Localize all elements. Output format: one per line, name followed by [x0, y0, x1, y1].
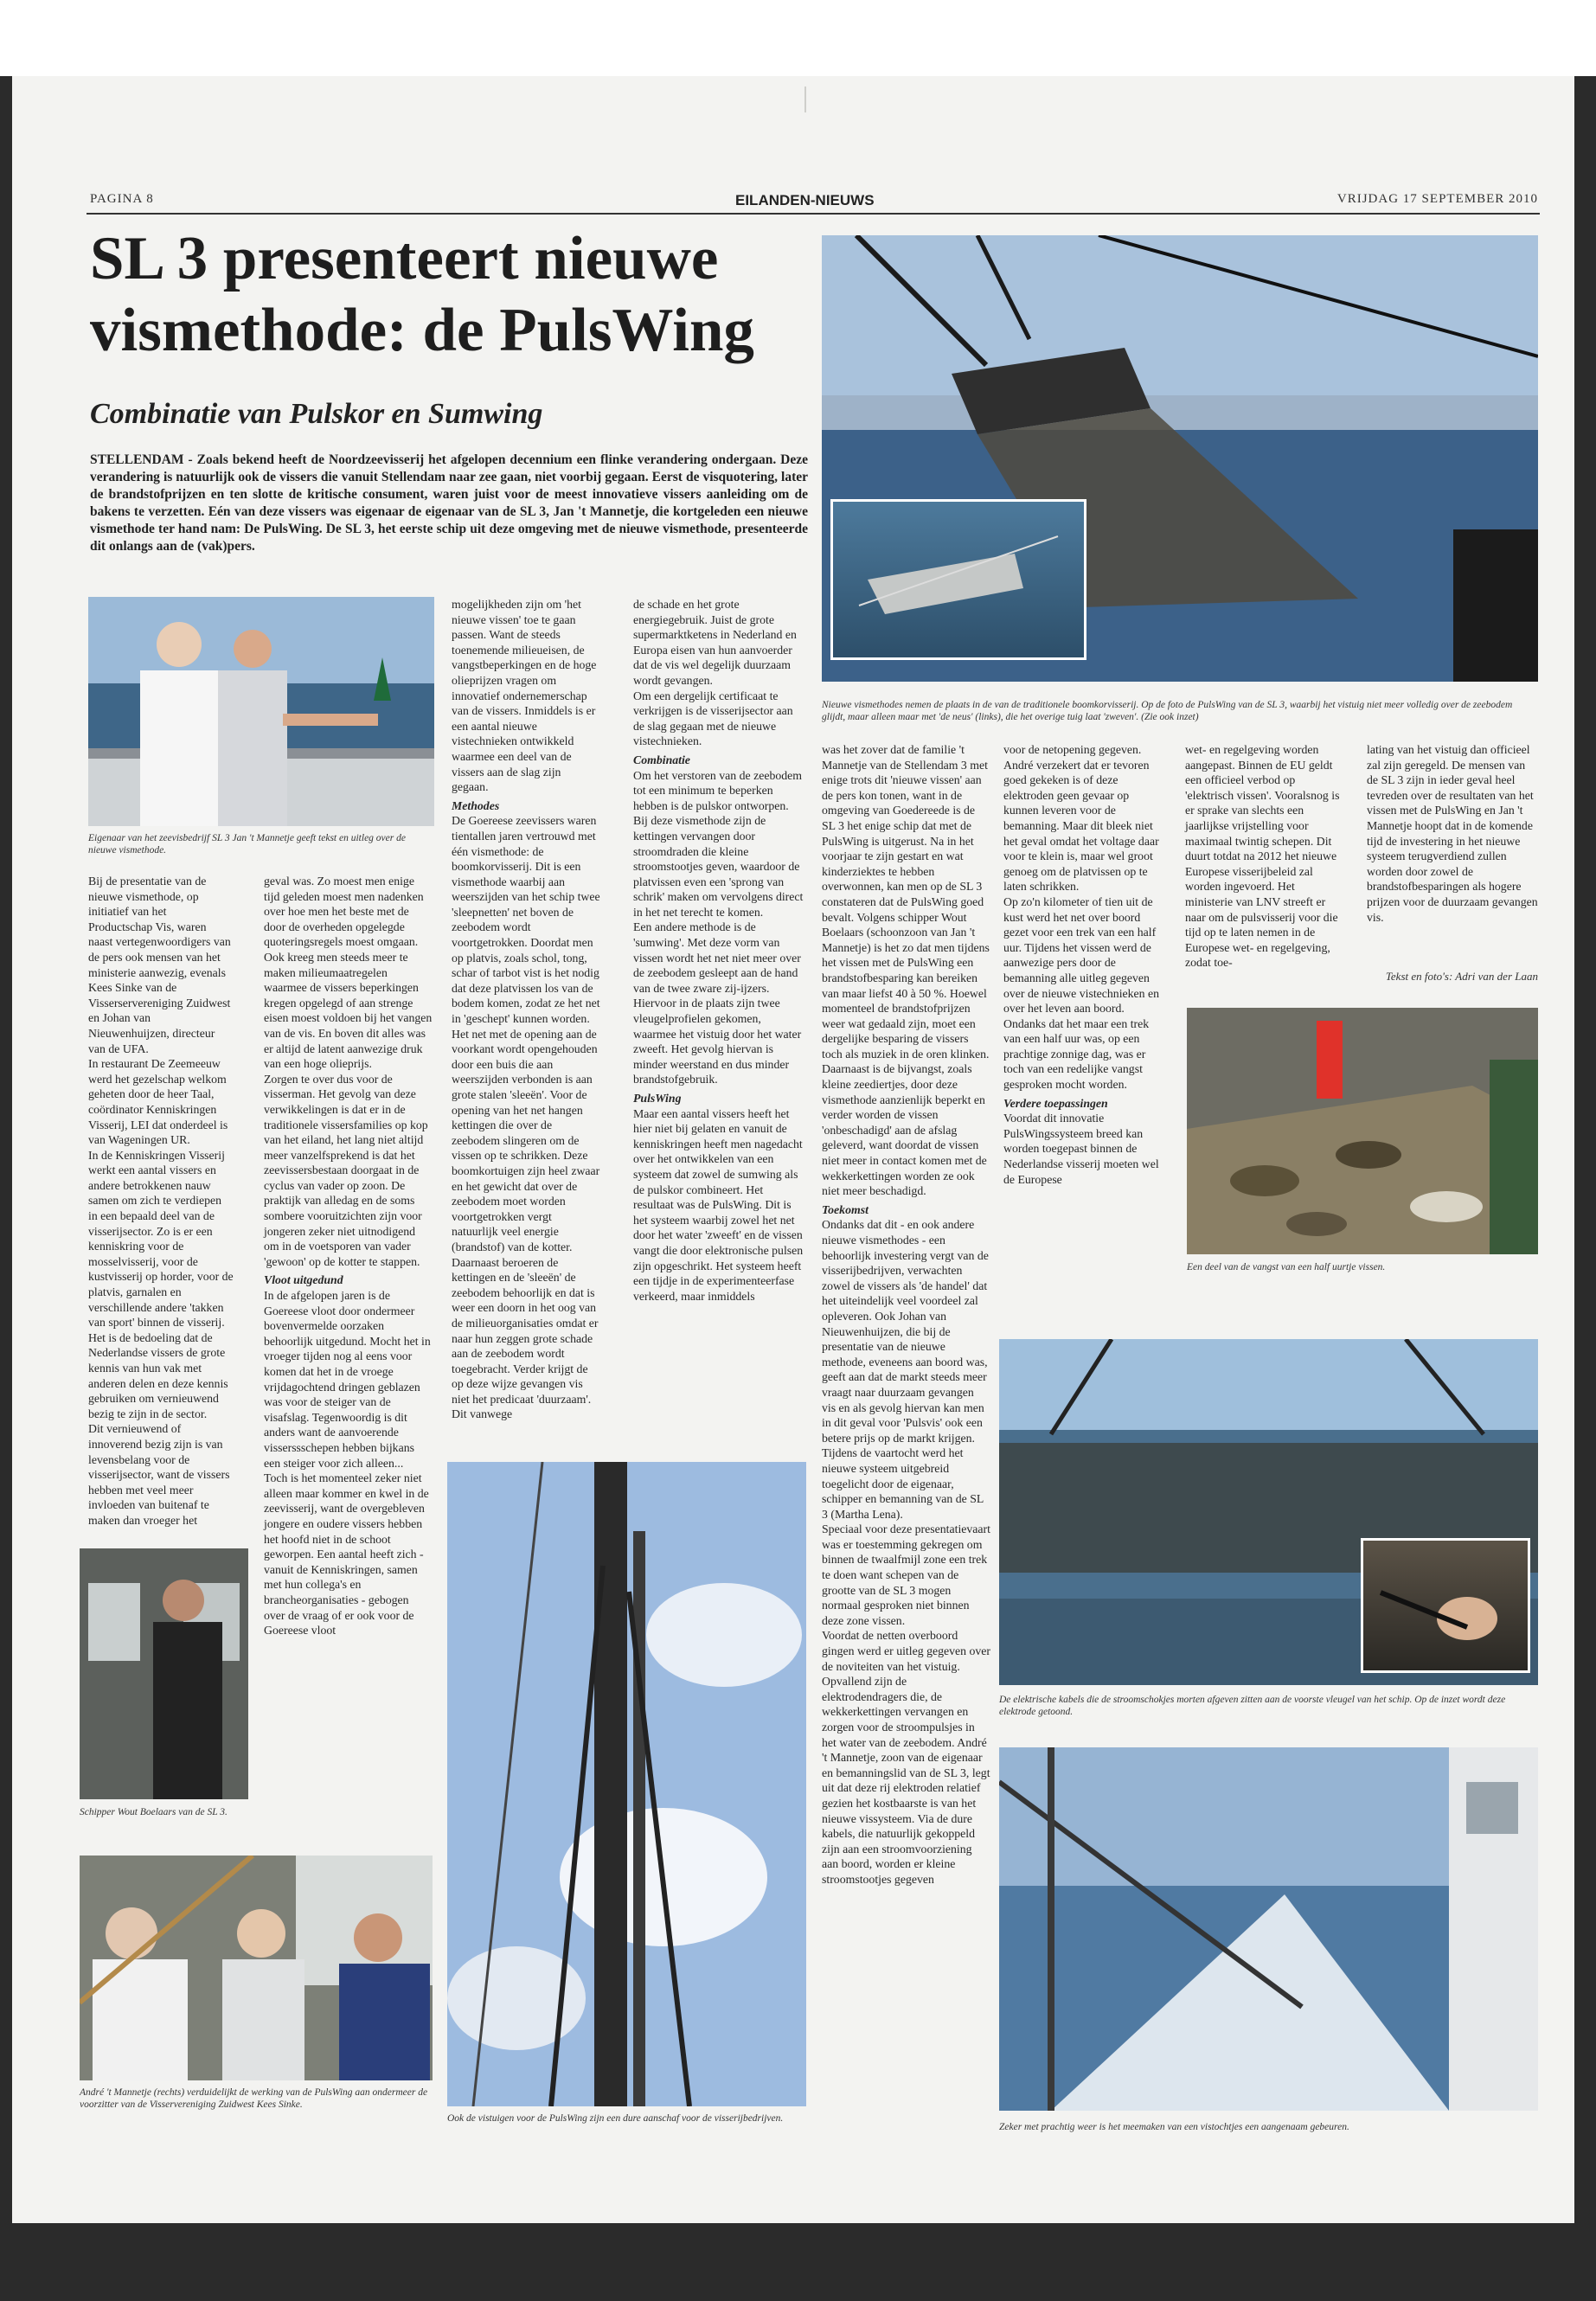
subheading-toekomst: Toekomst — [822, 1202, 869, 1216]
paragraph: Tijdens de vaartocht werd het nieuwe systeem uitgebreid toegelicht door de eigenaar, schipper en bemanning van de SL 3 (Martha Lena). — [822, 1446, 984, 1521]
page-fold — [804, 87, 806, 112]
photo-wake-art — [999, 1747, 1538, 2111]
photo-owner-art — [88, 597, 434, 826]
paragraph: Speciaal voor deze presentatievaart was er toestemming gekregen om binnen de twaalfmijl zone een trek te doen want schepen van de grootte van de SL 3 mogen normaal gesproken niet binnen deze zone vissen. — [822, 1522, 990, 1627]
paragraph: geval was. Zo moest men enige tijd geleden moest men nadenken over hoe men het beste met de door de overheden opgelegde quoteringsregels moest omgaan. Ook kreeg men steeds meer te maken milieumaatregelen waarmee de vissers beperkingen kregen opgelegd of aan strenge eisen moest voldoen bij het vangen van de vis. En boven dit alles was er altijd de latent aanwezige druk van een hoge olieprijs. — [264, 875, 433, 1071]
caption-wake: Zeker met prachtig weer is het meemaken van een vistochtjes een aangenaam gebeuren. — [999, 2122, 1349, 2132]
photo-owner — [88, 597, 434, 826]
issue-date: VRIJDAG 17 SEPTEMBER 2010 — [1336, 192, 1538, 206]
scan-border-left — [0, 76, 12, 2223]
paragraph: de schade en het grote energiegebruik. Juist de grote supermarktketens in Nederland en Europa eisen van hun aanvoerder dat de vis wel degelijk duurzaam wordt gevangen. — [633, 598, 797, 687]
headline-line-2: vismethode: de PulsWing — [90, 297, 754, 364]
subheading-combinatie: Combinatie — [633, 753, 690, 766]
paragraph: De Goereese zeevissers waren tientallen jaren vertrouwd met één vismethode: de boomkorvisserij. Dit is een vismethode waarbij aan weerszijden van het schip twee 'sleepnetten' net boven de zeebodem wordt voortgetrokken. Doordat men op platvis, zoals schol, tong, schar of tarbot vist is het nodig dat deze platvissen los van de bodem komen, zodat ze het net in 'geschept' kunnen worden. Het net met de opening aan de voorkant wordt opengehouden door een buis die aan weerszijden verbonden is aan grote stalen 'sleeën'. Voor de opening van het net hangen kettingen die over de zeebodem slingeren om de vissen op te schrikken. Deze boomkortuigen zijn heel zwaar en het gewicht dat over de zeebodem moet worden voortgetrokken vergt natuurlijk veel energie (brandstof) van de kotter. Daarnaast beroeren de kettingen en de 'sleeën' de zeebodem behoorlijk en dat is weer een doorn in het oog van de milieuorganisaties omdat er naar hun zeggen grote schade aan de zeebodem wordt toegebracht. Verder krijgt de op deze wijze gevangen vis niet het predicaat 'duurzaam'. Dit vanwege — [452, 814, 600, 1421]
article-column-1 — [88, 874, 234, 1529]
caption-cables: De elektrische kabels die de stroomschokjes morten afgeven zitten aan de voorste vleugel van het schip. Op de inzet wordt deze elektrode getoond. — [999, 1695, 1506, 1717]
paragraph: Toch is het momenteel zeker niet alleen maar kommer en kwel in de zeevisserij, want de overgebleven jongere en oudere vissers hebben het hoofd niet in de schoot geworpen. Een aantal heeft zich - vanuit de Kenniskringen, samen met hun collega's en brancheorganisaties - gebogen over de vraag of er ook voor de Goereese vloot — [264, 1471, 429, 1638]
photo-cables-inset — [1361, 1538, 1530, 1673]
article-column-5 — [822, 742, 990, 1888]
article-column-7 — [1185, 742, 1345, 971]
paragraph: Maar een aantal vissers heeft het hier niet bij gelaten en vanuit de kenniskringen heeft men nagedacht over het ontwikkelen van een systeem dat zowel de sumwing als de pulskor combineert. Het resultaat was de PulsWing. Dit is het systeem waarbij zowel het net door het water 'zweeft' en de vissen vangt die door elektronische pulsen zijn opgeschrikt. Het systeem heeft een tijdje in de experimenteerfase verkeerd, maar inmiddels — [633, 1106, 804, 1303]
photo-andre — [80, 1856, 433, 2080]
photo-catch-art — [1187, 1008, 1538, 1254]
photo-credit: Tekst en foto's: Adri van der Laan — [1385, 970, 1538, 983]
photo-cables-inset-art — [1363, 1541, 1528, 1670]
paragraph: mogelijkheden zijn om 'het nieuwe vissen' toe te gaan passen. Want de steeds toenemende milieueisen, de vangstbeperkingen en de hoge olieprijzen vragen om innovatief ondernemerschap van de vissers. Inmiddels is er een aantal nieuwe vistechnieken ontwikkeld waarmee een deel van de vissers aan de slag zijn gegaan. — [452, 598, 597, 794]
page-number: PAGINA 8 — [90, 192, 154, 206]
paragraph: Om een dergelijk certificaat te verkrijgen is de visserijsector aan de slag gegaan met de nieuwe vistechnieken. — [633, 689, 793, 748]
paragraph: In restaurant De Zeemeeuw werd het gezelschap welkom geheten door de heer Taal, coördinator Kenniskringen Visserij, LEI dat onderdeel is van Wageningen UR. — [88, 1057, 228, 1147]
paragraph: Dit vernieuwend of innoverend bezig zijn is van levensbelang voor de visserijsector, want de vissers hebben met veel meer invloeden van buitenaf te maken dan vroeger het — [88, 1422, 230, 1527]
paragraph: Een andere methode is de 'sumwing'. Met deze vorm van vissen wordt het net niet meer over de zeebodem gesleept aan de hand van de twee zware zij-ijzers. Hiervoor in de plaats zijn twee vleugelprofielen gekomen, waarmee het vistuig door het water zweeft. Het gevolg hiervan is minder weerstand en dus minder brandstofgebruik. — [633, 920, 802, 1086]
subheadline: Combinatie van Pulskor en Sumwing — [90, 398, 543, 430]
photo-net-inset — [830, 499, 1086, 660]
caption-andre: André 't Mannetje (rechts) verduidelijkt de werking van de PulsWing aan ondermeer de voorzitter van de Visservereniging Zuidwest Kees Sinke. — [80, 2087, 428, 2110]
photo-skipper-art — [80, 1548, 248, 1799]
caption-catch: Een deel van de vangst van een half uurtje vissen. — [1187, 1262, 1386, 1272]
paragraph: was het zover dat de familie 't Mannetje van de Stellendam 3 met enige trots dit 'nieuwe vissen' aan de pers kon tonen, want in de omgeving van Goedereede is de SL 3 het enige schip dat met de PulsWing is uitgerust. Na in het voorjaar te zijn gestart en wat kinderziektes te hebben overwonnen, kan men op de SL 3 constateren dat de PulsWing goed bevalt. Volgens schipper Wout Boelaars (schoonzoon van Jan 't Mannetje) is het zo dat men tijdens het vissen met de PulsWing een brandstofbesparing kan bereiken van maar liefst 40 à 50 %. Hoewel momenteel de brandstofprijzen weer wat gedaald zijn, moet een dergelijke besparing de vissers toch als muziek in de oren klinken. Daarnaast is de bijvangst, zoals kleine zeediertjes, door deze vismethode aanzienlijk beperkt en verder worden de vissen 'onbeschadigd' aan de afslag geleverd, want doordat de vissen niet meer in contact komen met de wekkerkettingen worden ze ook niet meer beschadigd. — [822, 743, 990, 1198]
photo-catch — [1187, 1008, 1538, 1254]
paragraph: In de afgelopen jaren is de Goereese vloot door ondermeer bovenvermelde oorzaken behoorlijk uitgedund. Mocht het in vroeger tijden nog al eens voor komen dat het in de vroege vrijdagochtend dringen geblazen was voor de steiger van de visafslag. Tegenwoordig is dit anders want de aanvoerende visserssschepen hebben bijkans een steiger voor zich alleen... — [264, 1289, 431, 1470]
paragraph: Ondanks dat dit - en ook andere nieuwe vismethodes - een behoorlijk investering vergt van de visserijbedrijven, verwachten zowel de vissers als 'de handel' dat het uiteindelijk veel voordeel zal opleveren. Ook Johan van Nieuwenhuijzen, die bij de presentatie van de nieuwe methode, eveneens aan boord was, geeft aan dat de markt steeds meer vraagt naar duurzaam gevangen vis en als gevolg hiervan kan men in dit geval voor 'Pulsvis' ook een betere prijs op de markt krijgen. — [822, 1218, 989, 1445]
paragraph: Om het verstoren van de zeebodem tot een minimum te beperken hebben is de pulskor ontworpen. Bij deze vismethode zijn de kettingen vervangen door stroomdraden die kleine stroomstootjes geven, waardoor de platvissen even een 'sprong van schrik' maken om vervolgens direct in het net terecht te komen. — [633, 768, 804, 919]
headline — [90, 223, 817, 367]
photo-net-inset-art — [833, 502, 1084, 657]
article-column-2 — [264, 874, 433, 1638]
scan-border-bottom — [0, 2223, 1596, 2301]
subheading-verdere: Verdere toepassingen — [1003, 1096, 1108, 1110]
photo-cables — [999, 1339, 1538, 1685]
photo-skipper — [80, 1548, 248, 1799]
article-column-4 — [633, 597, 806, 1304]
paragraph: lating van het vistuig dan officieel zal zijn geregeld. De mensen van de SL 3 zijn in ieder geval heel tevreden over de resultaten van het vissen met de PulsWing en Jan 't Mannetje hoopt dat in de komende tijd de investering in het nieuwe systeem terugverdiend zullen worden door zowel de brandstofbesparingen als hogere prijzen voor de duurzaam gevangen vis. — [1367, 743, 1538, 924]
paragraph: Op zo'n kilometer of tien uit de kust werd het net over boord gezet voor een trek van een half uur. Tijdens het vissen werd de aanwezige pers door de bemanning alle uitleg gegeven over de nieuwe vistechnieken en over het leven aan boord. Ondanks dat het maar een trek van een half uur was, op een prachtige zonnige dag, was er toch van een redelijke vangst gesproken mocht worden. — [1003, 894, 1160, 1092]
photo-andre-art — [80, 1856, 433, 2080]
paragraph: voor de netopening gegeven. André verzekert dat er tevoren goed gekeken is of deze elektroden geen gevaar op kunnen leveren voor de bemanning. Maar dit bleek niet het geval omdat het voltage daar voor te klein is, maar wel groot genoeg om de platvissen op te laten schrikken. — [1003, 743, 1159, 894]
photo-mast — [447, 1462, 806, 2106]
scan-margin-top — [0, 0, 1596, 76]
subheading-pulswing: PulsWing — [633, 1092, 682, 1105]
headline-line-1: SL 3 presenteert nieuwe — [90, 225, 719, 292]
paragraph: Bij de presentatie van de nieuwe vismethode, op initiatief van het Productschap Vis, waren naast vertegenwoordigers van de pers ook mensen van het ministerie aanwezig, evenals Kees Sinke van de Visserservereniging Zuidwest en Johan van Nieuwenhuijzen, directeur van de UFA. — [88, 875, 231, 1055]
caption-owner: Eigenaar van het zeevisbedrijf SL 3 Jan 't Mannetje geeft tekst en uitleg over de nieuwe vismethode. — [88, 833, 406, 856]
scan-border-right — [1574, 76, 1596, 2223]
paragraph: wet- en regelgeving worden aangepast. Binnen de EU geldt een officieel verbod op 'elektrisch vissen'. Vooralsnog is er sprake van slechts een jaarlijkse vrijstelling voor maximaal twintig schepen. Dit duurt totdat na 2012 het nieuwe Europese visserijbeleid zal worden ingevoerd. Het ministerie van LNV streeft er naar om de pulsvisserij voor die tijd op te laten nemen in de Europese wet- en regelgeving, zodat toe- — [1185, 743, 1340, 970]
caption-mast: Ook de vistuigen voor de PulsWing zijn een dure aanschaf voor de visserijbedrijven. — [447, 2113, 784, 2124]
paragraph: In de Kenniskringen Visserij werkt een aantal vissers en andere betrokkenen nauw samen om zich te verdiepen in een bepaald deel van de visserijsector. Zo is er een kenniskring voor de mosselvisserij, voor de kustvisserij op horder, voor de platvis, garnalen en verschillende andere 'takken van sport' binnen de visserij. Het is de bedoeling dat de Nederlandse vissers de grote kennis van hun vak met anderen delen en deze kennis gebruiken om vernieuwend bezig te zijn in de sector. — [88, 1148, 234, 1420]
photo-net — [822, 235, 1538, 682]
article-column-3 — [452, 597, 600, 1422]
newspaper-name: EILANDEN-NIEUWS — [735, 192, 875, 208]
caption-skipper: Schipper Wout Boelaars van de SL 3. — [80, 1807, 228, 1817]
caption-net: Nieuwe vismethodes nemen de plaats in de van de traditionele boomkorvisserij. Op de foto de PulsWing van de SL 3, waarbij het vistuig niet meer volledig over de zeebodem glijdt, maar alleen maar met 'de neus' (links), die het overige tuig laat 'zweven'. (Zie ook inzet) — [822, 700, 1513, 722]
article-column-8 — [1367, 742, 1538, 925]
subheading-methodes: Methodes — [452, 798, 500, 812]
article-column-6 — [1003, 742, 1166, 1187]
subheading-vloot: Vloot uitgedund — [264, 1273, 343, 1287]
lead-paragraph: STELLENDAM - Zoals bekend heeft de Noordzeevisserij het afgelopen decennium een flinke verandering ondergaan. Deze verandering is natuurlijk ook de vissers die vanuit Stellendam naar zee gaan, niet voorbij gegaan. Eerst de visquotering, later de brandstofprijzen en ten slotte de kritische consument, waren juist voor de meest innovatieve vissers aanleiding om de bakens te verzetten. Eén van deze vissers was eigenaar de eigenaar van de SL 3, Jan 't Mannetje, die kortgeleden een nieuwe vismethode ter hand nam: De PulsWing. De SL 3, het eerste schip uit deze omgeving met de nieuwe vismethode, presenteerde dit onlangs aan de (vak)pers. — [90, 452, 808, 554]
masthead-rule — [87, 213, 1540, 215]
paragraph: Voordat de netten overboord gingen werd er uitleg gegeven over de noviteiten van het vistuig. Opvallend zijn de elektrodendragers die, de wekkerkettingen vervangen en zorgen voor de stroompulsjes in het water van de zeebodem. André 't Mannetje, zoon van de eigenaar en bemanningslid van de SL 3, legt uit dat deze rij elektroden relatief gezien het kostbaarste is van het nieuwe vissysteem. Via de dure kabels, die natuurlijk gekoppeld zijn aan een stroomvoorziening aan boord, worden er kleine stroomstootjes gegeven — [822, 1629, 990, 1886]
photo-mast-art — [447, 1462, 806, 2106]
paragraph: Voordat dit innovatie PulsWingssysteem breed kan worden toegepast binnen de Nederlandse visserij moeten wel de Europese — [1003, 1112, 1159, 1186]
paragraph: Zorgen te over dus voor de visserman. Het gevolg van deze verwikkelingen is dat er in de traditionele vissersfamilies op kop van het eiland, het lang niet altijd meer vanzelfsprekend is dat het zeevissersbestaan doorgaat in de cyclus van vader op zoon. De praktijk van alledag en de soms sombere vooruitzichten zijn voor jongeren zeker niet uitnodigend om in de voetsporen van vader 'gewoon' op de kotter te stappen. — [264, 1072, 428, 1268]
photo-wake — [999, 1747, 1538, 2111]
